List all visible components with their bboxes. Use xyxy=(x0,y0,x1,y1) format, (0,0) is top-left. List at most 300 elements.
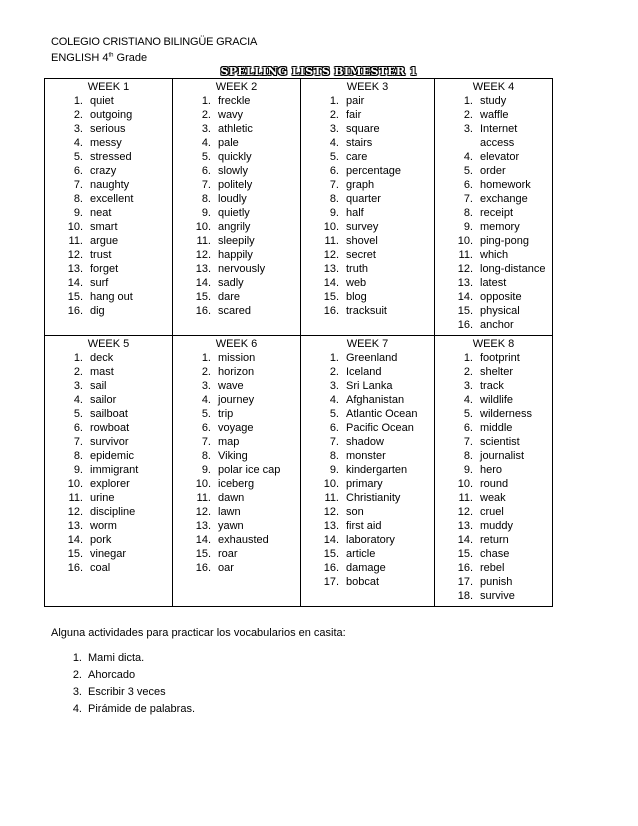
spelling-word: stairs xyxy=(346,137,373,149)
spelling-word: quickly xyxy=(218,151,252,163)
spelling-word: map xyxy=(218,436,240,448)
list-item xyxy=(301,561,434,575)
word-list xyxy=(173,94,300,318)
list-item xyxy=(45,547,172,561)
spelling-word: anchor xyxy=(480,319,514,331)
word-list xyxy=(45,94,172,318)
list-item xyxy=(173,164,300,178)
list-item xyxy=(435,108,552,122)
spelling-word: footprint xyxy=(480,352,520,364)
item-number: 1. xyxy=(329,95,339,107)
spelling-word: exhausted xyxy=(218,534,269,546)
item-number: 1. xyxy=(73,95,83,107)
spelling-word: waffle xyxy=(480,109,509,121)
item-number: 3. xyxy=(329,123,339,135)
spelling-word: outgoing xyxy=(90,109,133,121)
spelling-word: urine xyxy=(90,492,115,504)
spelling-word: track xyxy=(480,380,504,392)
item-number: 13. xyxy=(457,520,473,532)
week-title: WEEK 6 xyxy=(215,338,258,350)
list-item xyxy=(301,449,434,463)
spelling-word: forget xyxy=(90,263,119,275)
list-item xyxy=(173,234,300,248)
list-item xyxy=(435,136,552,150)
item-number: 10. xyxy=(67,478,83,490)
item-number: 16. xyxy=(195,305,211,317)
list-item xyxy=(173,192,300,206)
list-item xyxy=(435,393,552,407)
list-item xyxy=(301,94,434,108)
item-number: 13. xyxy=(67,520,83,532)
spelling-word: naughty xyxy=(90,179,130,191)
spelling-word: horizon xyxy=(218,366,255,378)
list-item xyxy=(173,393,300,407)
spelling-word: survivor xyxy=(90,436,129,448)
spelling-word: quarter xyxy=(346,193,381,205)
list-item xyxy=(435,477,552,491)
list-item xyxy=(435,164,552,178)
item-number: 14. xyxy=(457,534,473,546)
week-title: WEEK 2 xyxy=(215,81,258,93)
item-number: 8. xyxy=(329,193,339,205)
list-item xyxy=(45,449,172,463)
item-number: 3. xyxy=(73,123,83,135)
grade-line xyxy=(51,52,147,64)
list-item xyxy=(45,463,172,477)
item-number: 7. xyxy=(73,179,83,191)
spelling-word: discipline xyxy=(90,506,136,518)
item-number: 3. xyxy=(201,380,211,392)
item-number: 16. xyxy=(67,562,83,574)
activity-text: Escribir 3 veces xyxy=(88,686,166,698)
spelling-word: neat xyxy=(90,207,112,219)
item-number: 6. xyxy=(463,179,473,191)
item-number: 9. xyxy=(201,464,211,476)
spelling-word: loudly xyxy=(218,193,247,205)
list-item xyxy=(301,304,434,318)
list-item xyxy=(173,178,300,192)
spelling-word: quietly xyxy=(218,207,250,219)
list-item xyxy=(435,589,552,603)
item-number: 10. xyxy=(323,478,339,490)
spelling-word: survey xyxy=(346,221,379,233)
spelling-word: voyage xyxy=(218,422,254,434)
list-item xyxy=(173,561,300,575)
spelling-word: scientist xyxy=(480,436,520,448)
spelling-word: happily xyxy=(218,249,253,261)
item-number: 10. xyxy=(195,221,211,233)
list-item xyxy=(45,234,172,248)
spelling-word: receipt xyxy=(480,207,514,219)
spelling-word: wilderness xyxy=(480,408,532,420)
list-item xyxy=(435,262,552,276)
item-number: 12. xyxy=(323,506,339,518)
item-number: 4. xyxy=(329,394,339,406)
list-item xyxy=(301,206,434,220)
list-item xyxy=(435,421,552,435)
spelling-word: ping-pong xyxy=(480,235,529,247)
spelling-word: tracksuit xyxy=(346,305,387,317)
week-cell xyxy=(435,79,553,336)
list-item xyxy=(301,248,434,262)
spelling-word: nervously xyxy=(218,263,266,275)
list-item xyxy=(45,421,172,435)
list-item xyxy=(301,150,434,164)
spelling-word: shovel xyxy=(346,235,378,247)
spelling-word: round xyxy=(480,478,509,490)
week-title: WEEK 8 xyxy=(472,338,515,350)
list-item xyxy=(173,248,300,262)
spelling-word: argue xyxy=(90,235,119,247)
item-number: 7. xyxy=(329,436,339,448)
item-number: 7. xyxy=(201,179,211,191)
list-item xyxy=(45,561,172,575)
spelling-word: slowly xyxy=(218,165,248,177)
spelling-word: surf xyxy=(90,277,109,289)
item-number: 14. xyxy=(323,277,339,289)
list-item xyxy=(45,164,172,178)
list-item xyxy=(173,477,300,491)
list-item xyxy=(45,276,172,290)
activity-text: Ahorcado xyxy=(88,669,136,681)
spelling-word: wavy xyxy=(218,109,244,121)
list-item xyxy=(301,393,434,407)
item-number: 16. xyxy=(195,562,211,574)
activities-list xyxy=(51,650,195,718)
spelling-word: wildlife xyxy=(480,394,514,406)
list-item xyxy=(435,122,552,136)
list-item xyxy=(301,477,434,491)
item-number: 7. xyxy=(463,436,473,448)
item-number: 10. xyxy=(457,235,473,247)
item-number: 8. xyxy=(463,207,473,219)
item-number: 12. xyxy=(323,249,339,261)
list-item xyxy=(45,365,172,379)
spelling-word: sailboat xyxy=(90,408,128,420)
activity-text: Mami dicta. xyxy=(88,652,145,664)
spelling-word: dare xyxy=(218,291,241,303)
spelling-word: journey xyxy=(218,394,255,406)
list-item xyxy=(435,94,552,108)
spelling-word: hang out xyxy=(90,291,133,303)
week-cell xyxy=(45,336,173,607)
week-cell xyxy=(45,79,173,336)
spelling-word: access xyxy=(480,137,515,149)
item-number: 14. xyxy=(195,277,211,289)
spelling-word: explorer xyxy=(90,478,130,490)
list-item xyxy=(173,122,300,136)
item-number: 9. xyxy=(73,207,83,219)
item-number: 2. xyxy=(329,366,339,378)
spelling-word: memory xyxy=(480,221,520,233)
list-item xyxy=(45,290,172,304)
item-number: 11. xyxy=(458,249,473,261)
item-number: 9. xyxy=(73,464,83,476)
spelling-word: laboratory xyxy=(346,534,395,546)
spelling-word: quiet xyxy=(90,95,114,107)
list-item xyxy=(45,136,172,150)
spelling-word: blog xyxy=(346,291,367,303)
list-item: 4. Pirámide de palabras. xyxy=(72,703,196,715)
list-item xyxy=(173,304,300,318)
spelling-word: epidemic xyxy=(90,450,135,462)
list-item xyxy=(45,304,172,318)
list-item xyxy=(435,533,552,547)
item-number: 17. xyxy=(457,576,473,588)
spelling-word: politely xyxy=(218,179,253,191)
list-item xyxy=(435,234,552,248)
item-number: 5. xyxy=(463,165,473,177)
list-item xyxy=(301,379,434,393)
item-number: 11. xyxy=(196,492,211,504)
spelling-word: Viking xyxy=(218,450,248,462)
spelling-word: Christianity xyxy=(346,492,401,504)
item-number: 10. xyxy=(195,478,211,490)
list-item xyxy=(173,108,300,122)
spelling-word: crazy xyxy=(90,165,117,177)
list-item xyxy=(45,206,172,220)
spelling-word: chase xyxy=(480,548,510,560)
list-item xyxy=(301,421,434,435)
list-item xyxy=(173,290,300,304)
week-title: WEEK 5 xyxy=(87,338,130,350)
spelling-word: monster xyxy=(346,450,386,462)
activities-heading: Alguna actividades para practicar los vocabularios en casita: xyxy=(51,627,346,639)
week-title: WEEK 7 xyxy=(346,338,389,350)
list-item xyxy=(45,435,172,449)
list-item: 3. Escribir 3 veces xyxy=(72,686,166,698)
item-number: 5. xyxy=(73,408,83,420)
item-number: 6. xyxy=(329,422,339,434)
list-item xyxy=(45,505,172,519)
spelling-word: dawn xyxy=(218,492,245,504)
item-number: 14. xyxy=(323,534,339,546)
item-number: 6. xyxy=(329,165,339,177)
grade-suffix: Grade xyxy=(113,52,148,64)
item-number: 8. xyxy=(73,193,83,205)
list-item xyxy=(435,449,552,463)
item-number: 13. xyxy=(323,263,339,275)
spelling-word: Internet xyxy=(480,123,518,135)
spelling-word: oar xyxy=(218,562,234,574)
list-item xyxy=(173,421,300,435)
item-number: 9. xyxy=(329,207,339,219)
list-item xyxy=(301,407,434,421)
item-number: 18. xyxy=(457,590,473,602)
word-list xyxy=(45,351,172,575)
spelling-word: secret xyxy=(346,249,376,261)
item-number: 3. xyxy=(73,380,83,392)
item-number: 11. xyxy=(68,492,83,504)
item-number: 9. xyxy=(201,207,211,219)
list-item xyxy=(45,108,172,122)
week-cell xyxy=(173,336,301,607)
list-item xyxy=(435,304,552,318)
item-number: 8. xyxy=(201,450,211,462)
list-item: 1. Mami dicta. xyxy=(72,652,145,664)
spelling-word: physical xyxy=(480,305,520,317)
spelling-word: first aid xyxy=(346,520,382,532)
item-number: 16. xyxy=(323,305,339,317)
spelling-word: study xyxy=(480,95,507,107)
item-number: 1. xyxy=(463,95,473,107)
item-number: 5. xyxy=(201,408,211,420)
list-item xyxy=(173,505,300,519)
list-item xyxy=(301,547,434,561)
spelling-word: bobcat xyxy=(346,576,380,588)
list-item xyxy=(435,491,552,505)
item-number: 8. xyxy=(201,193,211,205)
item-number: 12. xyxy=(195,506,211,518)
spelling-word: angrily xyxy=(218,221,251,233)
item-number: 7. xyxy=(201,436,211,448)
spelling-word: shelter xyxy=(480,366,514,378)
list-item xyxy=(45,477,172,491)
spelling-word: weak xyxy=(480,492,506,504)
list-item xyxy=(301,351,434,365)
spelling-word: worm xyxy=(90,520,117,532)
item-number: 1. xyxy=(73,352,83,364)
item-number: 4. xyxy=(329,137,339,149)
item-number: 11. xyxy=(458,492,473,504)
list-item xyxy=(435,150,552,164)
spelling-word: opposite xyxy=(480,291,522,303)
list-item xyxy=(173,150,300,164)
list-item xyxy=(173,206,300,220)
item-number: 9. xyxy=(463,464,473,476)
spelling-word: son xyxy=(346,506,364,518)
item-number: 6. xyxy=(463,422,473,434)
list-item xyxy=(301,136,434,150)
list-item xyxy=(435,351,552,365)
spelling-word: middle xyxy=(480,422,513,434)
item-number: 14. xyxy=(67,534,83,546)
item-number: 2. xyxy=(201,366,211,378)
item-number: 15. xyxy=(195,548,211,560)
item-number: 1. xyxy=(463,352,473,364)
item-number: 8. xyxy=(463,450,473,462)
list-item xyxy=(301,435,434,449)
page-title: SPELLING LISTS BIMESTER 1 xyxy=(220,65,418,78)
item-number: 2. xyxy=(463,109,473,121)
item-number: 14. xyxy=(195,534,211,546)
item-number: 4. xyxy=(201,394,211,406)
item-number: 5. xyxy=(329,408,339,420)
list-item xyxy=(45,220,172,234)
spelling-word: Atlantic Ocean xyxy=(346,408,418,420)
list-item xyxy=(435,206,552,220)
list-item xyxy=(301,491,434,505)
spelling-word: deck xyxy=(90,352,114,364)
item-number: 2. xyxy=(73,109,83,121)
list-item xyxy=(301,122,434,136)
word-list xyxy=(301,351,434,589)
spelling-word: elevator xyxy=(480,151,520,163)
list-item xyxy=(45,248,172,262)
list-item xyxy=(435,505,552,519)
list-item xyxy=(173,407,300,421)
list-item xyxy=(45,178,172,192)
item-number: 13. xyxy=(457,277,473,289)
list-item xyxy=(301,290,434,304)
week-cell xyxy=(301,79,435,336)
list-item xyxy=(173,435,300,449)
list-item xyxy=(173,276,300,290)
spelling-word: yawn xyxy=(218,520,244,532)
item-number: 15. xyxy=(457,548,473,560)
spelling-word: homework xyxy=(480,179,531,191)
spelling-word: cruel xyxy=(480,506,504,518)
list-item xyxy=(435,178,552,192)
item-number: 6. xyxy=(201,422,211,434)
spelling-word: order xyxy=(480,165,506,177)
spelling-word: journalist xyxy=(480,450,525,462)
item-number: 8. xyxy=(329,450,339,462)
spelling-word: article xyxy=(346,548,376,560)
item-number: 5. xyxy=(73,151,83,163)
spelling-word: punish xyxy=(480,576,513,588)
week-cell xyxy=(301,336,435,607)
spelling-word: percentage xyxy=(346,165,402,177)
item-number: 15. xyxy=(195,291,211,303)
list-item xyxy=(435,248,552,262)
item-number: 17. xyxy=(323,576,339,588)
list-item xyxy=(45,192,172,206)
spelling-word: athletic xyxy=(218,123,253,135)
item-number: 11. xyxy=(324,235,339,247)
spelling-word: sleepily xyxy=(218,235,255,247)
list-item xyxy=(173,136,300,150)
spelling-word: square xyxy=(346,123,380,135)
item-number: 7. xyxy=(463,193,473,205)
list-item xyxy=(173,547,300,561)
list-item xyxy=(435,519,552,533)
item-number: 12. xyxy=(67,249,83,261)
list-item xyxy=(301,234,434,248)
item-number: 4. xyxy=(201,137,211,149)
list-item xyxy=(45,491,172,505)
item-number: 6. xyxy=(201,165,211,177)
item-number: 6. xyxy=(73,165,83,177)
list-item xyxy=(435,407,552,421)
item-number: 14. xyxy=(67,277,83,289)
list-item xyxy=(173,351,300,365)
spelling-word: messy xyxy=(90,137,122,149)
list-item xyxy=(301,192,434,206)
item-number: 2. xyxy=(329,109,339,121)
spelling-word: polar ice cap xyxy=(218,464,281,476)
list-item xyxy=(301,575,434,589)
list-item xyxy=(45,351,172,365)
item-number: 4. xyxy=(73,137,83,149)
item-number: 16. xyxy=(457,319,473,331)
item-number: 9. xyxy=(463,221,473,233)
spelling-word: smart xyxy=(90,221,118,233)
spelling-word: Pacific Ocean xyxy=(346,422,414,434)
spelling-word: sadly xyxy=(218,277,244,289)
item-number: 5. xyxy=(463,408,473,420)
list-item xyxy=(173,220,300,234)
item-number: 3. xyxy=(463,123,473,135)
item-number: 8. xyxy=(73,450,83,462)
spelling-word: truth xyxy=(346,263,369,275)
list-item: 2. Ahorcado xyxy=(72,669,136,681)
list-item xyxy=(173,519,300,533)
word-list xyxy=(435,351,552,603)
spelling-word: return xyxy=(480,534,509,546)
list-item xyxy=(45,519,172,533)
item-number: 16. xyxy=(323,562,339,574)
